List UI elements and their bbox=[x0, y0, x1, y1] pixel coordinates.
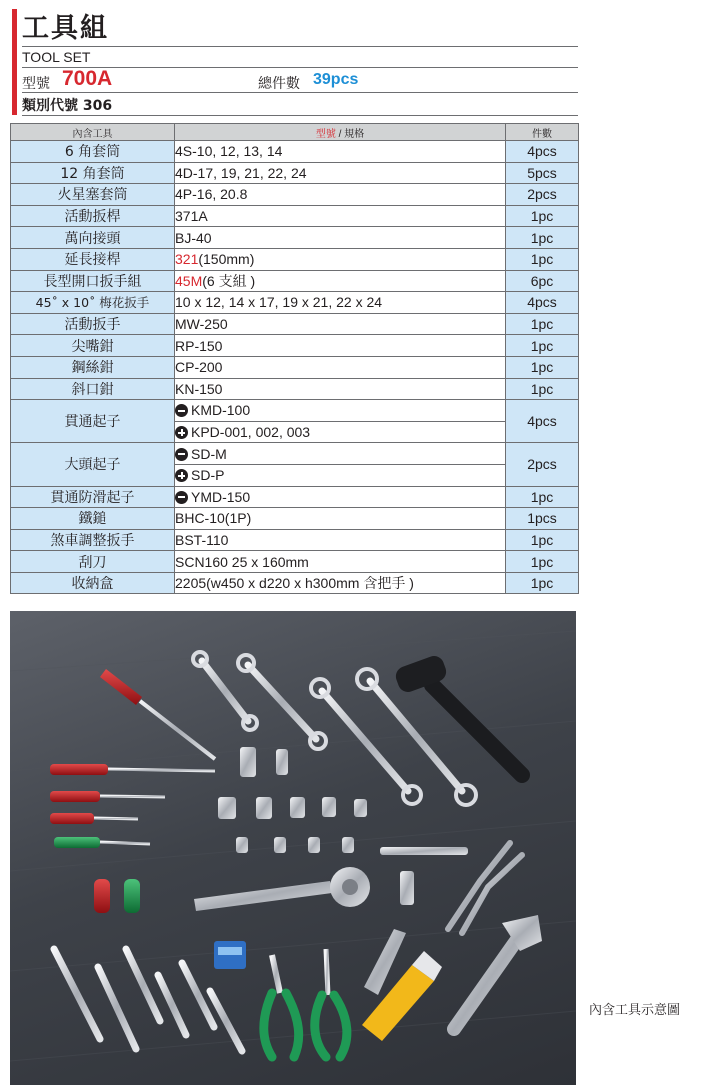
stubby-screwdrivers bbox=[94, 879, 140, 913]
tool-model: 4P-16, 20.8 bbox=[175, 184, 506, 206]
model-label: 型號 bbox=[22, 76, 50, 92]
tool-name: 收納盒 bbox=[11, 572, 175, 594]
page-title: 工具組 bbox=[22, 13, 109, 44]
photo-caption: 內含工具示意圖 bbox=[589, 1003, 681, 1018]
tool-name: 尖嘴鉗 bbox=[11, 335, 175, 357]
tool-name: 6 角套筒 bbox=[11, 141, 175, 163]
table-row bbox=[11, 486, 579, 508]
tool-model: MW-250 bbox=[175, 313, 506, 335]
tool-model: BJ-40 bbox=[175, 227, 506, 249]
flathead-icon bbox=[175, 491, 188, 504]
tool-qty: 1pc bbox=[506, 227, 579, 249]
tool-name: 延長接桿 bbox=[11, 248, 175, 270]
table-row bbox=[11, 162, 579, 184]
tool-name: 鋼絲鉗 bbox=[11, 356, 175, 378]
tool-qty: 1pc bbox=[506, 486, 579, 508]
count-value: 39pcs bbox=[313, 71, 359, 88]
tool-model: 45M(6 支組 ) bbox=[175, 270, 506, 292]
table-row bbox=[11, 443, 579, 465]
tool-name: 貫通防滑起子 bbox=[11, 486, 175, 508]
column-header-name: 內含工具 bbox=[11, 124, 175, 141]
tool-model: SD-M bbox=[175, 443, 506, 465]
phillips-icon bbox=[175, 426, 188, 439]
tool-name: 鐵鎚 bbox=[11, 508, 175, 530]
tool-qty: 1pc bbox=[506, 356, 579, 378]
table-row bbox=[11, 313, 579, 335]
tool-model: SCN160 25 x 160mm bbox=[175, 551, 506, 573]
tool-model: BST-110 bbox=[175, 529, 506, 551]
table-row bbox=[11, 184, 579, 206]
table-row bbox=[11, 248, 579, 270]
table-row bbox=[11, 227, 579, 249]
table-row bbox=[11, 205, 579, 227]
tool-model: YMD-150 bbox=[175, 486, 506, 508]
model-value: 700A bbox=[62, 67, 113, 90]
title-accent-bar bbox=[12, 9, 17, 115]
tool-model: 2205(w450 x d220 x h300mm 含把手 ) bbox=[175, 572, 506, 594]
table-row bbox=[11, 335, 579, 357]
tool-model: RP-150 bbox=[175, 335, 506, 357]
tool-model: SD-P bbox=[175, 464, 506, 486]
adjustable-wrench bbox=[454, 915, 542, 1029]
tool-model: KPD-001, 002, 003 bbox=[175, 421, 506, 443]
tool-name: 刮刀 bbox=[11, 551, 175, 573]
tool-qty: 2pcs bbox=[506, 443, 579, 486]
tool-name: 活動扳手 bbox=[11, 313, 175, 335]
tool-name: 長型開口扳手組 bbox=[11, 270, 175, 292]
sockets bbox=[218, 747, 367, 853]
table-row bbox=[11, 270, 579, 292]
flathead-icon bbox=[175, 448, 188, 461]
tool-name: 大頭起子 bbox=[11, 443, 175, 486]
tool-qty: 6pc bbox=[506, 270, 579, 292]
divider bbox=[22, 46, 578, 47]
tool-qty: 4pcs bbox=[506, 400, 579, 443]
tool-name: 斜口鉗 bbox=[11, 378, 175, 400]
tool-model: 321(150mm) bbox=[175, 248, 506, 270]
screwdriver bbox=[100, 669, 215, 759]
table-row bbox=[11, 572, 579, 594]
table-row bbox=[11, 551, 579, 573]
tool-model: 4S-10, 12, 13, 14 bbox=[175, 141, 506, 163]
tool-qty: 1pc bbox=[506, 551, 579, 573]
wrench-box bbox=[214, 941, 246, 969]
tool-name: 火星塞套筒 bbox=[11, 184, 175, 206]
divider bbox=[22, 115, 578, 116]
table-row bbox=[11, 292, 579, 314]
table-row bbox=[11, 356, 579, 378]
tool-name: 貫通起子 bbox=[11, 400, 175, 443]
table-row bbox=[11, 378, 579, 400]
screwdriver-row bbox=[50, 764, 215, 848]
category-code: 類別代號 306 bbox=[22, 98, 113, 114]
tool-qty: 2pcs bbox=[506, 184, 579, 206]
tool-qty: 1pc bbox=[506, 205, 579, 227]
ratchet bbox=[194, 867, 370, 911]
phillips-icon bbox=[175, 469, 188, 482]
tool-name: 45˚ x 10˚ 梅花扳手 bbox=[11, 292, 175, 314]
tool-qty: 1pc bbox=[506, 378, 579, 400]
slip-joint-pliers bbox=[448, 843, 522, 933]
contents-table bbox=[10, 123, 579, 594]
tool-model: 371A bbox=[175, 205, 506, 227]
tool-set-illustration bbox=[10, 611, 576, 1085]
count-label: 總件數 bbox=[258, 76, 300, 92]
tool-model: BHC-10(1P) bbox=[175, 508, 506, 530]
hammer bbox=[393, 653, 522, 775]
tool-qty: 5pcs bbox=[506, 162, 579, 184]
tool-model: KMD-100 bbox=[175, 400, 506, 422]
page-subtitle: TOOL SET bbox=[22, 49, 91, 65]
tool-qty: 4pcs bbox=[506, 292, 579, 314]
utility-knife bbox=[362, 951, 442, 1041]
tool-name: 活動扳桿 bbox=[11, 205, 175, 227]
column-header-model: 型號 / 規格 bbox=[175, 124, 506, 141]
tool-model: CP-200 bbox=[175, 356, 506, 378]
extension-bar bbox=[380, 847, 468, 905]
tool-qty: 1pc bbox=[506, 248, 579, 270]
divider bbox=[22, 92, 578, 93]
table-row bbox=[11, 508, 579, 530]
tool-qty: 4pcs bbox=[506, 141, 579, 163]
flathead-icon bbox=[175, 404, 188, 417]
tool-qty: 1pcs bbox=[506, 508, 579, 530]
tool-qty: 1pc bbox=[506, 335, 579, 357]
tool-model: 10 x 12, 14 x 17, 19 x 21, 22 x 24 bbox=[175, 292, 506, 314]
long-nose-pliers bbox=[315, 949, 347, 1057]
tool-model: 4D-17, 19, 21, 22, 24 bbox=[175, 162, 506, 184]
table-header-row bbox=[11, 124, 579, 141]
table-row bbox=[11, 141, 579, 163]
tool-qty: 1pc bbox=[506, 572, 579, 594]
tool-qty: 1pc bbox=[506, 529, 579, 551]
cutting-pliers bbox=[264, 955, 299, 1057]
table-row bbox=[11, 529, 579, 551]
column-header-qty: 件數 bbox=[506, 124, 579, 141]
tool-name: 煞車調整扳手 bbox=[11, 529, 175, 551]
tool-name: 12 角套筒 bbox=[11, 162, 175, 184]
tool-qty: 1pc bbox=[506, 313, 579, 335]
tool-name: 萬向接頭 bbox=[11, 227, 175, 249]
product-photo bbox=[10, 611, 576, 1085]
tool-model: KN-150 bbox=[175, 378, 506, 400]
table-row bbox=[11, 400, 579, 422]
